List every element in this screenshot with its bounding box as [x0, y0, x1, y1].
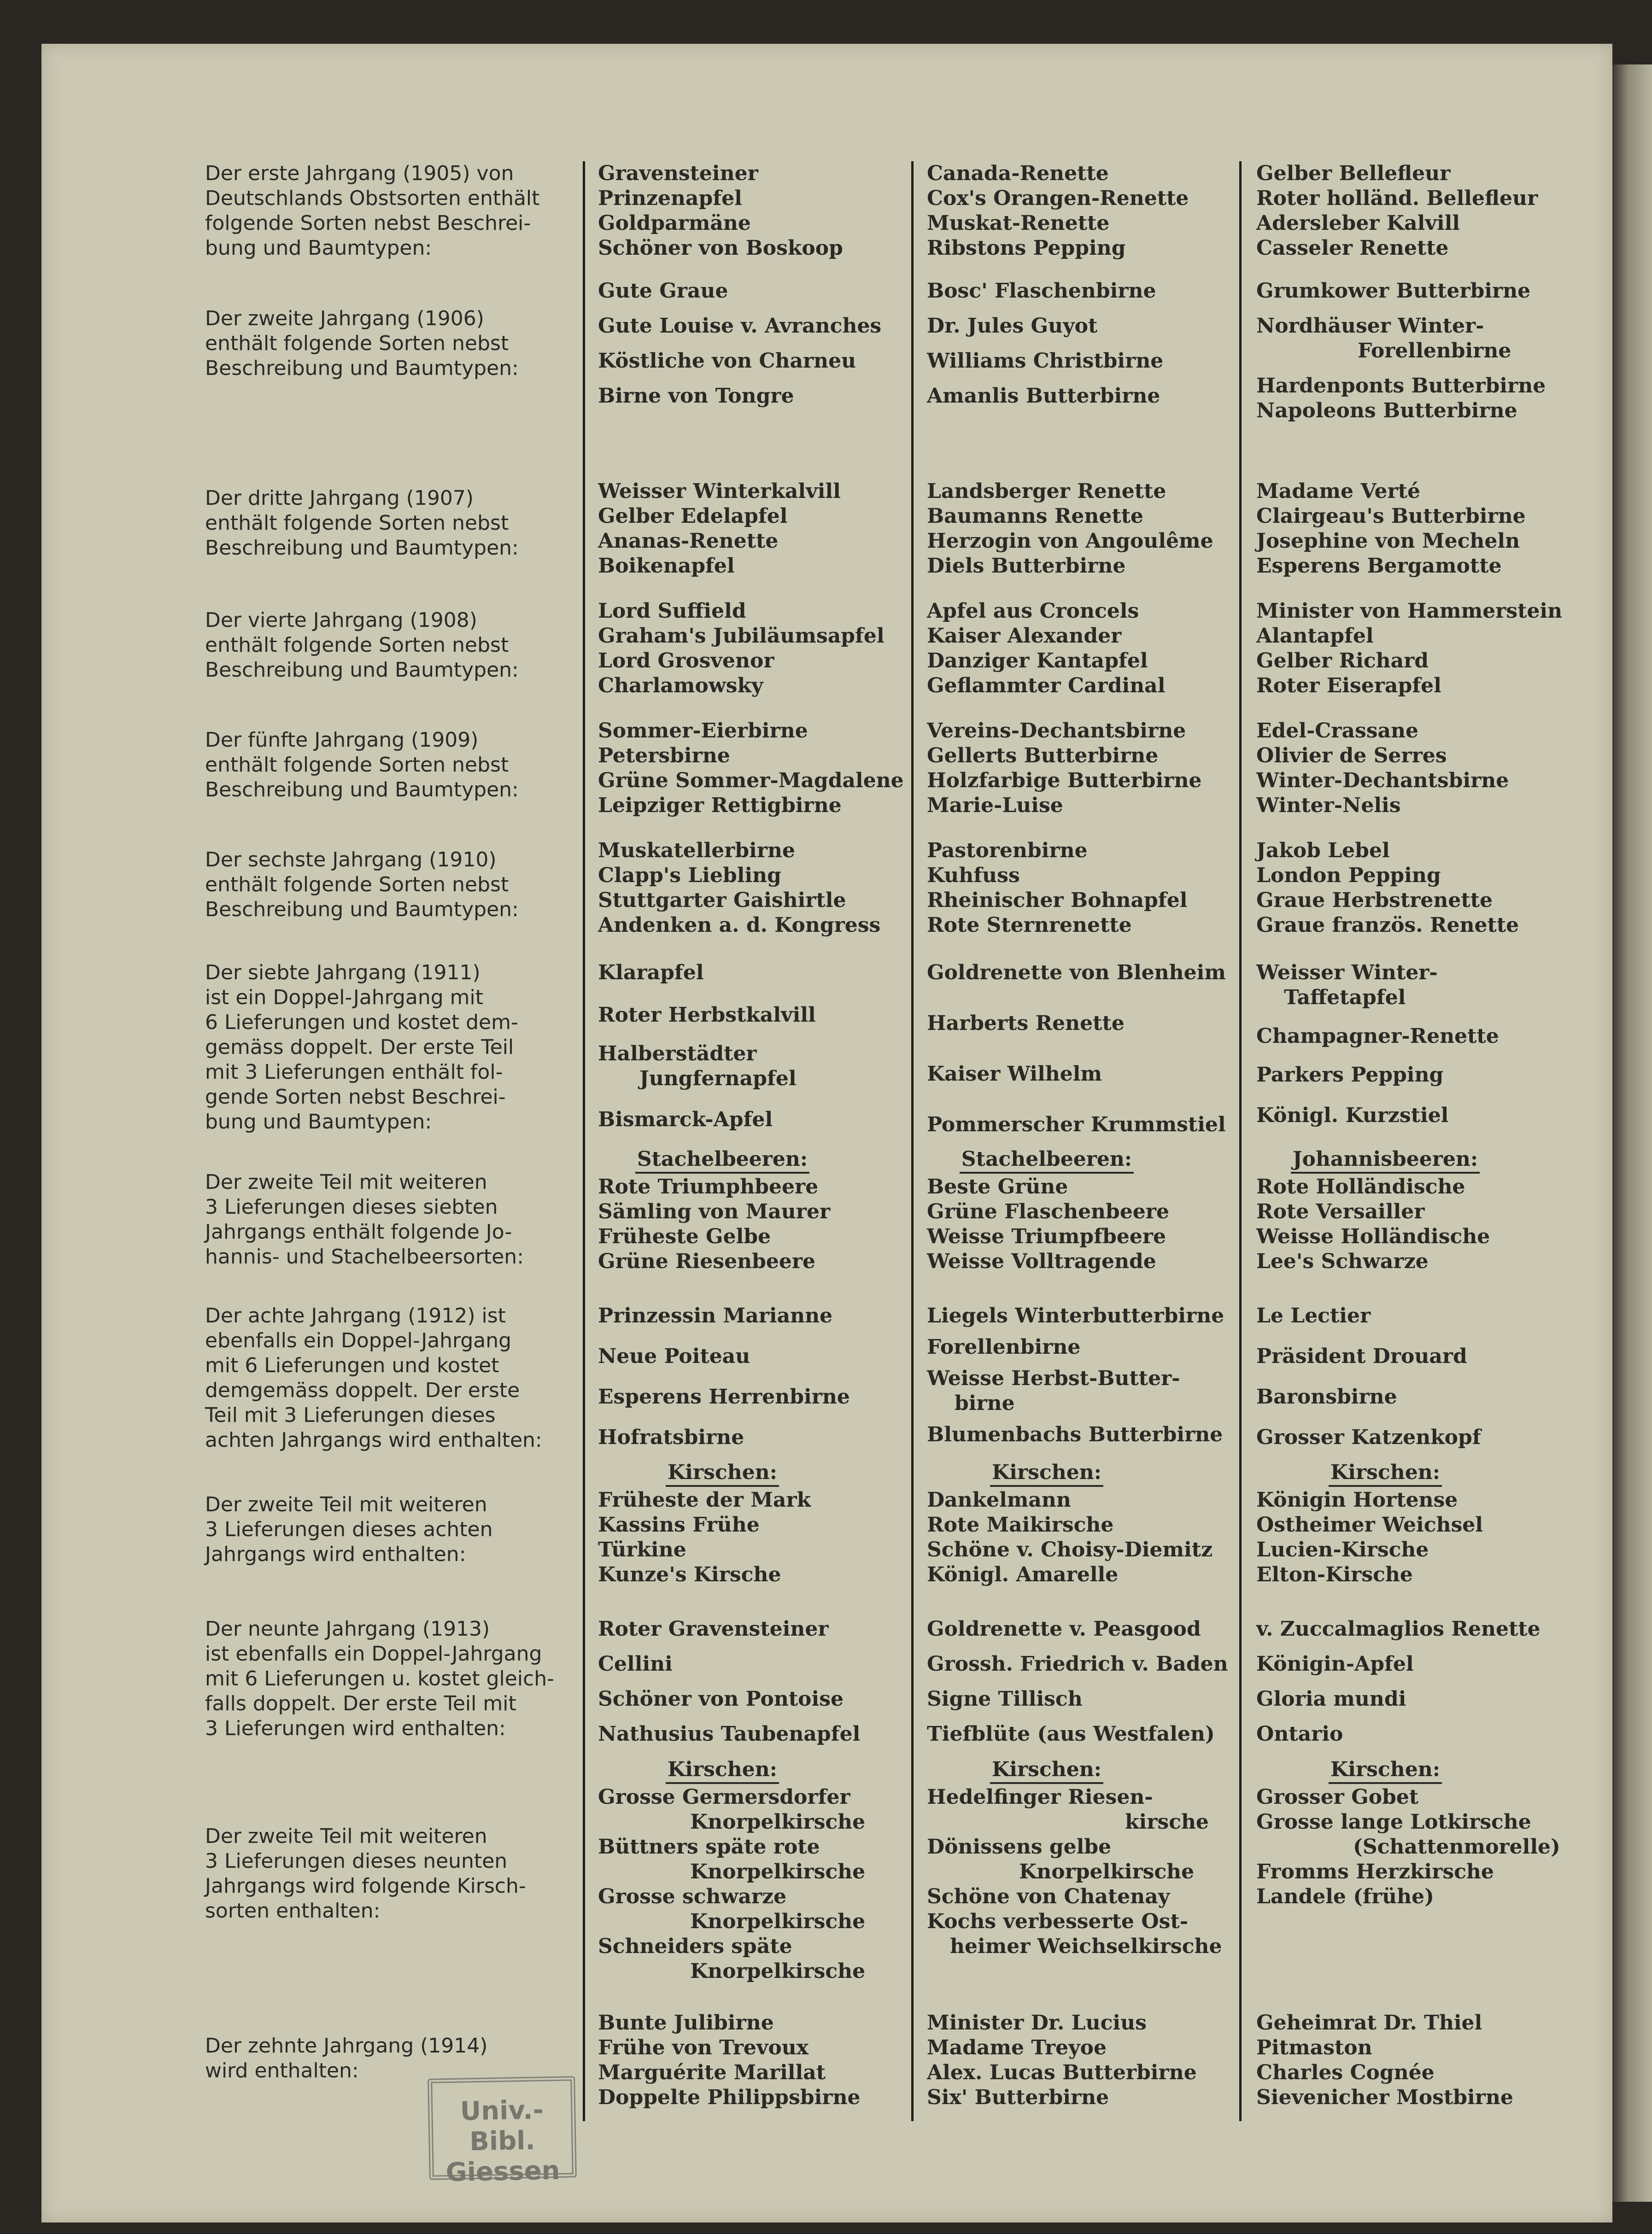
variety: Clapp's Liebling [598, 864, 781, 887]
col1-1911-part2 [598, 1147, 920, 1274]
variety: Knorpelkirsche [690, 1810, 866, 1834]
col2-1913 [927, 1617, 1254, 1747]
variety: Früheste Gelbe [598, 1225, 771, 1248]
variety: Weisse Triumpfbeere [927, 1225, 1166, 1248]
variety: Graue Herbstrenette [1256, 889, 1493, 912]
variety: Weisser Winterkalvill [598, 480, 841, 503]
variety: Le Lectier [1256, 1304, 1371, 1328]
variety: Leipziger Rettigbirne [598, 794, 842, 817]
intro-1908: Der vierte Jahrgang (1908) enthält folgende Sorten nebst Beschreibung und Baumtypen: [205, 608, 519, 682]
variety: Roter holländ. Bellefleur [1256, 187, 1538, 210]
variety: Landele (frühe) [1256, 1885, 1434, 1908]
section-heading: Kirschen: [1256, 1757, 1514, 1782]
section-heading: Kirschen: [598, 1757, 847, 1782]
col3-1914 [1256, 2011, 1597, 2110]
col3-1911 [1256, 960, 1597, 1128]
variety: Gelber Bellefleur [1256, 162, 1451, 185]
variety: Früheste der Mark [598, 1488, 811, 1512]
variety: Danziger Kantapfel [927, 649, 1148, 673]
intro-1906: Der zweite Jahrgang (1906) enthält folgende Sorten nebst Beschreibung und Baumtypen: [205, 307, 519, 380]
variety: Vereins-Dechantsbirne [927, 719, 1186, 743]
variety: Stuttgarter Gaishirtle [598, 889, 846, 912]
variety: Canada-Renette [927, 162, 1109, 185]
variety: Lee's Schwarze [1256, 1250, 1429, 1273]
col1-1912-part2 [598, 1460, 920, 1587]
section-heading: Stachelbeeren: [927, 1147, 1166, 1172]
variety: Grüne Riesenbeere [598, 1250, 816, 1273]
variety: Roter Herbstkalvill [598, 1003, 816, 1027]
variety: Edel-Crassane [1256, 719, 1419, 743]
variety: Beste Grüne [927, 1175, 1068, 1199]
intro-1912: Der achte Jahrgang (1912) ist ebenfalls ein Doppel-Jahrgang mit 6 Lieferungen und kostet demgemäss doppelt. Der erste Teil mit 3 Lieferungen dieses achten Jahrgangs wird enthalten: [205, 1304, 542, 1452]
variety: Grosse Germersdorfer [598, 1785, 850, 1809]
variety: Rote Versailler [1256, 1200, 1425, 1223]
variety: Sommer-Eierbirne [598, 719, 808, 743]
variety: Alantapfel [1256, 624, 1374, 648]
variety: Klarapfel [598, 961, 704, 984]
variety: Knorpelkirsche [690, 1860, 866, 1883]
variety: Lord Suffield [598, 599, 746, 623]
col3-1911-part2 [1256, 1147, 1597, 1274]
col2-1911-part2 [927, 1147, 1254, 1274]
variety: Königl. Kurzstiel [1256, 1104, 1449, 1127]
col3-1909 [1256, 719, 1597, 818]
col3-1912-part2 [1256, 1460, 1597, 1587]
variety: Nordhäuser Winter- [1256, 314, 1484, 338]
variety: Königin-Apfel [1256, 1652, 1414, 1676]
catalog-content [41, 44, 1612, 2222]
variety: Olivier de Serres [1256, 744, 1447, 767]
variety: Fromms Herzkirsche [1256, 1860, 1494, 1883]
variety: Parkers Pepping [1256, 1063, 1444, 1087]
variety: Grosser Gobet [1256, 1785, 1419, 1809]
variety: Rote Triumphbeere [598, 1175, 819, 1199]
variety: Kuhfuss [927, 864, 1020, 887]
intro-1913-part2: Der zweite Teil mit weiteren 3 Lieferungen dieses neunten Jahrgangs wird folgende Kirsch- sorten enthalten: [205, 1825, 526, 1923]
section-heading: Johannisbeeren: [1256, 1147, 1514, 1172]
variety: Weisser Winter- [1256, 961, 1438, 984]
variety: Boikenapfel [598, 554, 735, 578]
variety: Schöne v. Choisy-Diemitz [927, 1538, 1213, 1561]
section-heading: Kirschen: [1256, 1460, 1514, 1485]
variety: Holzfarbige Butterbirne [927, 769, 1202, 792]
col1-1908 [598, 599, 920, 698]
variety: Napoleons Butterbirne [1256, 399, 1517, 422]
variety: Königl. Amarelle [927, 1563, 1119, 1586]
variety: Forellenbirne [1358, 339, 1511, 363]
variety: Minister von Hammerstein [1256, 599, 1563, 623]
variety: Charlamowsky [598, 674, 763, 697]
variety: Knorpelkirsche [690, 1959, 866, 1983]
variety: Goldrenette von Blenheim [927, 961, 1226, 984]
variety: Ribstons Pepping [927, 236, 1126, 260]
variety: Gute Graue [598, 279, 728, 303]
variety: Kassins Frühe [598, 1513, 760, 1537]
variety: Köstliche von Charneu [598, 349, 856, 373]
variety: Josephine von Mecheln [1256, 529, 1520, 553]
variety: Signe Tillisch [927, 1687, 1083, 1711]
col3-1908 [1256, 599, 1597, 698]
variety: Bosc' Flaschenbirne [927, 279, 1156, 303]
variety: Lucien-Kirsche [1256, 1538, 1429, 1561]
variety: Sievenicher Mostbirne [1256, 2086, 1513, 2109]
variety: Baumanns Renette [927, 504, 1144, 528]
variety: Geheimrat Dr. Thiel [1256, 2011, 1482, 2035]
variety: Taffetapfel [1284, 986, 1406, 1009]
col1-1905 [598, 161, 920, 261]
variety: Schneiders späte [598, 1935, 792, 1958]
stamp-line: Giessen [445, 2155, 561, 2188]
intro-1913: Der neunte Jahrgang (1913) ist ebenfalls ein Doppel-Jahrgang mit 6 Lieferungen u. kostet gleich- falls doppelt. Der erste Teil mit 3 Lieferungen wird enthalten: [205, 1617, 554, 1740]
variety: Ostheimer Weichsel [1256, 1513, 1483, 1537]
variety: Schöne von Chatenay [927, 1885, 1170, 1908]
variety: birne [955, 1392, 1015, 1415]
variety: Lord Grosvenor [598, 649, 774, 673]
col2-1912 [927, 1304, 1254, 1447]
variety: Casseler Renette [1256, 236, 1449, 260]
variety: Jungfernapfel [639, 1067, 797, 1090]
variety: Tiefblüte (aus Westfalen) [927, 1722, 1215, 1746]
col2-1914 [927, 2011, 1254, 2110]
col1-1907 [598, 479, 920, 579]
col2-1905 [927, 161, 1254, 261]
col1-1909 [598, 719, 920, 818]
variety: Goldrenette v. Peasgood [927, 1617, 1201, 1641]
variety: Grumkower Butterbirne [1256, 279, 1531, 303]
variety: Jakob Lebel [1256, 839, 1390, 862]
variety: Türkine [598, 1538, 686, 1561]
col1-1910 [598, 838, 920, 938]
stamp-line: Univ.-Bibl. [460, 2095, 544, 2157]
intro-1910: Der sechste Jahrgang (1910) enthält folgende Sorten nebst Beschreibung und Baumtypen: [205, 848, 519, 921]
variety: Knorpelkirsche [1019, 1860, 1195, 1883]
variety: Esperens Bergamotte [1256, 554, 1502, 578]
variety: Winter-Dechantsbirne [1256, 769, 1509, 792]
variety: Goldparmäne [598, 211, 751, 235]
variety: Grüne Flaschenbeere [927, 1200, 1169, 1223]
variety: heimer Weichselkirsche [950, 1935, 1222, 1958]
variety: Roter Eiserapfel [1256, 674, 1441, 697]
col1-1906 [598, 279, 920, 409]
variety: Ananas-Renette [598, 529, 779, 553]
page-edge [1612, 64, 1652, 2202]
variety: Herzogin von Angoulême [927, 529, 1213, 553]
col1-1913-part2 [598, 1757, 920, 1984]
col1-1913 [598, 1617, 920, 1747]
variety: Geflammter Cardinal [927, 674, 1166, 697]
library-stamp [428, 2076, 577, 2188]
variety: Prinzenapfel [598, 187, 742, 210]
col2-1906 [927, 279, 1254, 409]
intro-1914: Der zehnte Jahrgang (1914) wird enthalten: [205, 2034, 488, 2082]
variety: Pitmaston [1256, 2036, 1372, 2059]
variety: Halberstädter [598, 1042, 757, 1065]
col2-1909 [927, 719, 1254, 818]
variety: Bismarck-Apfel [598, 1108, 773, 1131]
variety: Grosse schwarze [598, 1885, 787, 1908]
intro-1907: Der dritte Jahrgang (1907) enthält folgende Sorten nebst Beschreibung und Baumtypen: [205, 486, 519, 560]
variety: Hedelfinger Riesen- [927, 1785, 1153, 1809]
intro-1909: Der fünfte Jahrgang (1909) enthält folgende Sorten nebst Beschreibung und Baumtypen: [205, 728, 519, 801]
variety: Kaiser Alexander [927, 624, 1122, 648]
variety: Prinzessin Marianne [598, 1304, 833, 1328]
col2-1908 [927, 599, 1254, 698]
col2-1913-part2 [927, 1757, 1254, 1959]
variety: Roter Gravensteiner [598, 1617, 829, 1641]
col1-1914 [598, 2011, 920, 2110]
variety: Landsberger Renette [927, 480, 1166, 503]
variety: Nathusius Taubenapfel [598, 1722, 861, 1746]
variety: Ontario [1256, 1722, 1343, 1746]
variety: v. Zuccalmaglios Renette [1256, 1617, 1541, 1641]
col3-1912 [1256, 1304, 1597, 1450]
intro-1911-part2: Der zweite Teil mit weiteren 3 Lieferungen dieses siebten Jahrgangs enthält folgende Jo- hannis- und Stachelbeersorten: [205, 1170, 524, 1269]
variety: Kaiser Wilhelm [927, 1062, 1102, 1086]
variety: Liegels Winterbutterbirne [927, 1304, 1224, 1328]
variety: Madame Verté [1256, 480, 1420, 503]
variety: Kunze's Kirsche [598, 1563, 781, 1586]
variety: Elton-Kirsche [1256, 1563, 1413, 1586]
variety: Präsident Drouard [1256, 1345, 1467, 1368]
variety: Cellini [598, 1652, 673, 1676]
col2-1907 [927, 479, 1254, 579]
variety: Apfel aus Croncels [927, 599, 1139, 623]
variety: Rote Maikirsche [927, 1513, 1114, 1537]
variety: Grüne Sommer-Magdalene [598, 769, 904, 792]
variety: Muskat-Renette [927, 211, 1110, 235]
col1-1912 [598, 1304, 920, 1450]
variety: Diels Butterbirne [927, 554, 1126, 578]
variety: Pommerscher Krummstiel [927, 1113, 1226, 1136]
col3-1913 [1256, 1617, 1597, 1747]
variety: Forellenbirne [927, 1335, 1081, 1359]
variety: Esperens Herrenbirne [598, 1385, 850, 1409]
variety: Bunte Julibirne [598, 2011, 774, 2035]
intro-1905: Der erste Jahrgang (1905) von Deutschlands Obstsorten enthält folgende Sorten nebst Beschrei- bung und Baumtypen: [205, 162, 540, 260]
col3-1906 [1256, 279, 1597, 423]
section-heading: Stachelbeeren: [598, 1147, 847, 1172]
variety: Six' Butterbirne [927, 2086, 1109, 2109]
variety: Adersleber Kalvill [1256, 211, 1460, 235]
variety: Dankelmann [927, 1488, 1071, 1512]
variety: Gute Louise v. Avranches [598, 314, 882, 338]
col3-1910 [1256, 838, 1597, 938]
variety: Madame Treyoe [927, 2036, 1107, 2059]
section-heading: Kirschen: [598, 1460, 847, 1485]
variety: Weisse Herbst-Butter- [927, 1367, 1180, 1390]
variety: Baronsbirne [1256, 1385, 1397, 1409]
variety: Gellerts Butterbirne [927, 744, 1159, 767]
variety: Harberts Renette [927, 1012, 1125, 1035]
variety: Schöner von Boskoop [598, 236, 843, 260]
variety: Gelber Edelapfel [598, 504, 788, 528]
variety: Neue Poiteau [598, 1345, 750, 1368]
variety: Knorpelkirsche [690, 1910, 866, 1933]
variety: Gravensteiner [598, 162, 758, 185]
variety: Andenken a. d. Kongress [598, 913, 881, 937]
variety: Grosser Katzenkopf [1256, 1426, 1481, 1449]
variety: Büttners späte rote [598, 1835, 820, 1859]
col2-1910 [927, 838, 1254, 938]
variety: Frühe von Trevoux [598, 2036, 809, 2059]
variety: Grossh. Friedrich v. Baden [927, 1652, 1228, 1676]
variety: Dr. Jules Guyot [927, 314, 1098, 338]
variety: Graham's Jubiläumsapfel [598, 624, 885, 648]
section-heading: Kirschen: [927, 1460, 1166, 1485]
section-heading: Kirschen: [927, 1757, 1166, 1782]
page-sheet [41, 44, 1612, 2222]
variety: (Schattenmorelle) [1353, 1835, 1560, 1859]
variety: Birne von Tongre [598, 384, 794, 408]
col3-1907 [1256, 479, 1597, 579]
col2-1912-part2 [927, 1460, 1254, 1587]
variety: Williams Christbirne [927, 349, 1164, 373]
variety: Blumenbachs Butterbirne [927, 1423, 1223, 1446]
variety: Muskatellerbirne [598, 839, 796, 862]
variety: Dönissens gelbe [927, 1835, 1112, 1859]
variety: kirsche [1125, 1810, 1209, 1834]
col3-1913-part2 [1256, 1757, 1597, 1909]
variety: Königin Hortense [1256, 1488, 1458, 1512]
variety: Weisse Volltragende [927, 1250, 1156, 1273]
variety: Marie-Luise [927, 794, 1063, 817]
intro-1912-part2: Der zweite Teil mit weiteren 3 Lieferungen dieses achten Jahrgangs wird enthalten: [205, 1493, 493, 1566]
variety: Kochs verbesserte Ost- [927, 1910, 1189, 1933]
variety: London Pepping [1256, 864, 1441, 887]
variety: Champagner-Renette [1256, 1024, 1499, 1048]
variety: Marguérite Marillat [598, 2061, 826, 2084]
variety: Alex. Lucas Butterbirne [927, 2061, 1197, 2084]
variety: Amanlis Butterbirne [927, 384, 1160, 408]
col2-1911 [927, 960, 1254, 1137]
variety: Grosse lange Lotkirsche [1256, 1810, 1531, 1834]
variety: Graue französ. Renette [1256, 913, 1519, 937]
intro-1911: Der siebte Jahrgang (1911) ist ein Doppel-Jahrgang mit 6 Lieferungen und kostet dem- gemäss doppelt. Der erste Teil mit 3 Lieferungen enthält fol- gende Sorten nebst Beschrei- bung und Baumtypen: [205, 961, 518, 1134]
col3-1905 [1256, 161, 1597, 261]
variety: Pastorenbirne [927, 839, 1088, 862]
col1-1911 [598, 960, 920, 1132]
variety: Gelber Richard [1256, 649, 1429, 673]
variety: Rote Holländische [1256, 1175, 1465, 1199]
variety: Schöner von Pontoise [598, 1687, 844, 1711]
variety: Petersbirne [598, 744, 730, 767]
variety: Rote Sternrenette [927, 913, 1132, 937]
variety: Rheinischer Bohnapfel [927, 889, 1188, 912]
variety: Minister Dr. Lucius [927, 2011, 1147, 2035]
variety: Cox's Orangen-Renette [927, 187, 1189, 210]
variety: Weisse Holländische [1256, 1225, 1490, 1248]
variety: Hofratsbirne [598, 1426, 744, 1449]
variety: Hardenponts Butterbirne [1256, 374, 1546, 398]
variety: Charles Cognée [1256, 2061, 1435, 2084]
variety: Winter-Nelis [1256, 794, 1401, 817]
variety: Doppelte Philippsbirne [598, 2086, 861, 2109]
variety: Clairgeau's Butterbirne [1256, 504, 1526, 528]
variety: Gloria mundi [1256, 1687, 1406, 1711]
variety: Sämling von Maurer [598, 1200, 831, 1223]
